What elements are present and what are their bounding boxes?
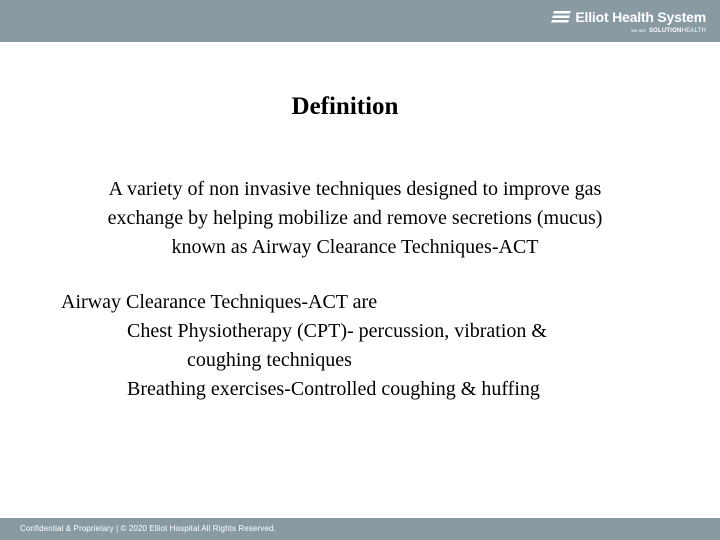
act-item-cpt-continued: coughing techniques: [187, 349, 352, 371]
footer-bar: [0, 518, 720, 540]
act-item-breathing: Breathing exercises-Controlled coughing & huffing: [127, 378, 540, 400]
act-heading: Airway Clearance Techniques-ACT are: [61, 291, 378, 313]
definition-line-3: known as Airway Clearance Techniques-ACT: [171, 236, 539, 258]
definition-line-2: exchange by helping mobilize and remove secretions (mucus): [107, 207, 603, 229]
brand-name: Elliot Health System: [575, 9, 706, 25]
definition-paragraph: [40, 175, 670, 262]
act-item-cpt: Chest Physiotherapy (CPT)- percussion, vibration &: [127, 320, 547, 342]
definition-line-1: A variety of non invasive techniques designed to improve gas: [108, 178, 602, 200]
brand-tagline-bold: SOLUTION: [648, 28, 682, 34]
brand-tagline-prefix: we are: [631, 28, 646, 33]
footer-copyright: Confidential & Proprietary | © 2020 Elliot Hospital All Rights Reserved.: [20, 524, 276, 533]
brand-tagline-rest: HEALTH: [681, 28, 706, 34]
header-bar: [0, 0, 720, 42]
brand-logo: [551, 10, 706, 35]
brand-tagline: [551, 27, 706, 35]
act-list: [61, 288, 701, 404]
elliot-logo-icon: [551, 11, 571, 23]
slide-title: Definition: [291, 93, 399, 120]
